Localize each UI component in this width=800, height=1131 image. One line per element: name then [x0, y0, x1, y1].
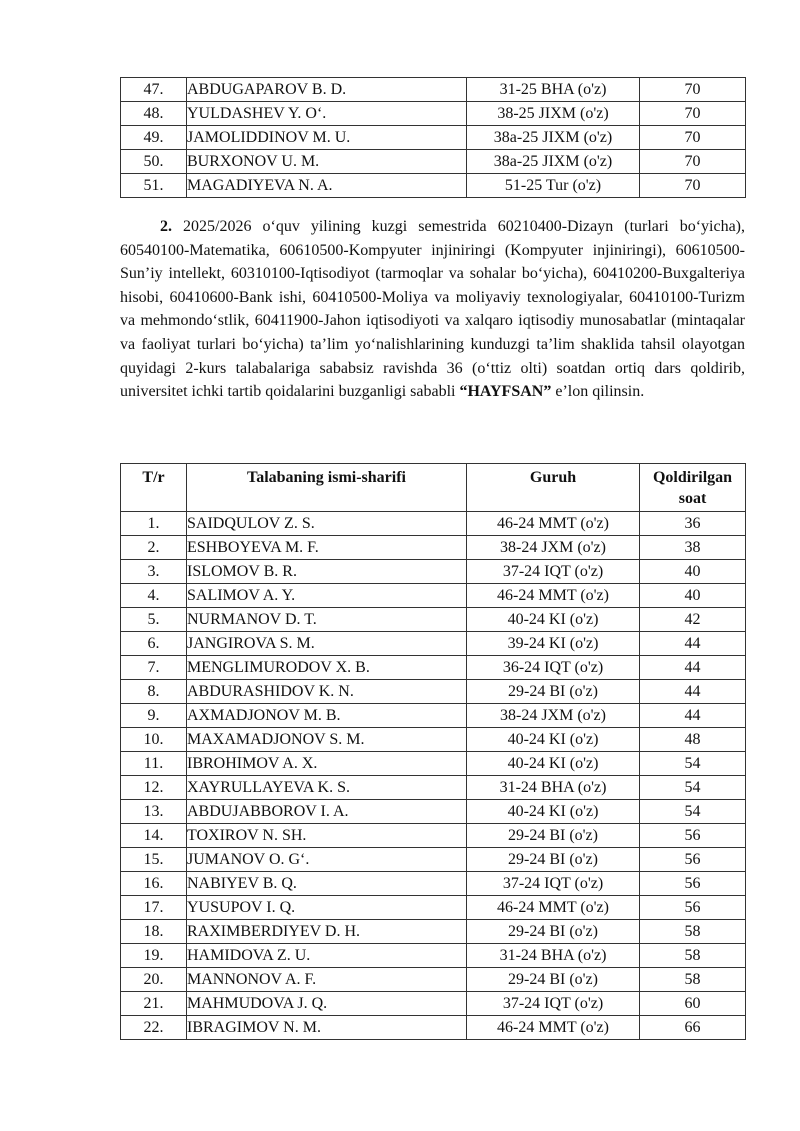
student-name: ISLOMOV B. R. [187, 560, 467, 584]
group-code: 31-25 BHA (o'z) [467, 78, 640, 102]
row-number: 10. [121, 728, 187, 752]
row-number: 11. [121, 752, 187, 776]
header-missed-hours-line1: Qoldirilgan [652, 469, 733, 486]
group-code: 46-24 MMT (o'z) [467, 896, 640, 920]
group-code: 38a-25 JIXM (o'z) [467, 150, 640, 174]
row-number: 4. [121, 584, 187, 608]
missed-hours: 58 [640, 944, 746, 968]
student-name: BURXONOV U. M. [187, 150, 467, 174]
header-student-name: Talabaning ismi-sharifi [187, 464, 467, 512]
student-name: IBROHIMOV A. X. [187, 752, 467, 776]
group-code: 46-24 MMT (o'z) [467, 1016, 640, 1040]
missed-hours: 56 [640, 896, 746, 920]
student-name: ABDUGAPAROV B. D. [187, 78, 467, 102]
table-row [121, 992, 746, 1016]
paragraph-number: 2. [160, 218, 172, 235]
previous-list-body [121, 78, 746, 198]
missed-hours: 56 [640, 872, 746, 896]
reprimand-paragraph [120, 215, 745, 404]
missed-hours: 42 [640, 608, 746, 632]
header-number: T/r [121, 464, 187, 512]
group-code: 37-24 IQT (o'z) [467, 560, 640, 584]
group-code: 46-24 MMT (o'z) [467, 512, 640, 536]
table-row [121, 752, 746, 776]
group-code: 38-24 JXM (o'z) [467, 536, 640, 560]
group-code: 29-24 BI (o'z) [467, 848, 640, 872]
table-row [121, 656, 746, 680]
row-number: 20. [121, 968, 187, 992]
row-number: 2. [121, 536, 187, 560]
paragraph-body: 2025/2026 o‘quv yilining kuzgi semestrida 60210400-Dizayn (turlari bo‘yicha), 60540100-Matematika, 60610500-Kompyuter injiniringi (Kompyuter injiniringi), 60610500-Sun’iy intellekt, 60310100-Iqtisodiyot (tarmoqlar va sohalar bo‘yicha), 60410200-Buxgalteriya hisobi, 60410600-Bank ishi, 60410500-Moliya va moliyaviy texnologiyalar, 60410100-Turizm va mehmondo‘stlik, 60411900-Jahon iqtisodiyoti va xalqaro iqtisodiy munosabatlar (mintaqalar va faoliyat turlari bo‘yicha) ta’lim yo‘nalishlarining kunduzgi ta’lim shaklida tahsil olayotgan quyidagi 2-kurs talabalariga sababsiz ravishda 36 (o‘ttiz olti) soatdan ortiq dars qoldirib, universitet ichki tartib qoidalarini buzganligi sababli [120, 218, 745, 401]
student-name: IBRAGIMOV N. M. [187, 1016, 467, 1040]
table-row [121, 968, 746, 992]
table-row [121, 800, 746, 824]
row-number: 5. [121, 608, 187, 632]
missed-hours: 44 [640, 632, 746, 656]
reprimand-emphasis: “HAYFSAN” [459, 383, 552, 401]
group-code: 36-24 IQT (o'z) [467, 656, 640, 680]
group-code: 38a-25 JIXM (o'z) [467, 126, 640, 150]
student-name: YUSUPOV I. Q. [187, 896, 467, 920]
group-code: 51-25 Tur (o'z) [467, 174, 640, 198]
student-name: NABIYEV B. Q. [187, 872, 467, 896]
missed-hours: 40 [640, 584, 746, 608]
row-number: 22. [121, 1016, 187, 1040]
row-number: 7. [121, 656, 187, 680]
row-number: 21. [121, 992, 187, 1016]
previous-list-table [120, 77, 746, 198]
missed-hours: 56 [640, 848, 746, 872]
row-number: 48. [121, 102, 187, 126]
student-name: MAHMUDOVA J. Q. [187, 992, 467, 1016]
missed-hours: 54 [640, 776, 746, 800]
student-name: ABDUJABBOROV I. A. [187, 800, 467, 824]
header-missed-hours-line2: soat [678, 490, 707, 507]
table-row [121, 920, 746, 944]
missed-hours: 70 [640, 78, 746, 102]
reprimand-students-body [121, 512, 746, 1040]
missed-hours: 54 [640, 752, 746, 776]
row-number: 6. [121, 632, 187, 656]
group-code: 46-24 MMT (o'z) [467, 584, 640, 608]
row-number: 50. [121, 150, 187, 174]
missed-hours: 44 [640, 680, 746, 704]
student-name: HAMIDOVA Z. U. [187, 944, 467, 968]
student-name: MAXAMADJONOV S. M. [187, 728, 467, 752]
missed-hours: 40 [640, 560, 746, 584]
table-row [121, 728, 746, 752]
missed-hours: 70 [640, 126, 746, 150]
row-number: 14. [121, 824, 187, 848]
row-number: 12. [121, 776, 187, 800]
row-number: 1. [121, 512, 187, 536]
student-name: SAIDQULOV Z. S. [187, 512, 467, 536]
group-code: 31-24 BHA (o'z) [467, 944, 640, 968]
student-name: AXMADJONOV M. B. [187, 704, 467, 728]
table-row [121, 680, 746, 704]
group-code: 38-24 JXM (o'z) [467, 704, 640, 728]
table-row [121, 78, 746, 102]
student-name: MAGADIYEVA N. A. [187, 174, 467, 198]
row-number: 47. [121, 78, 187, 102]
table-row [121, 102, 746, 126]
student-name: ESHBOYEVA M. F. [187, 536, 467, 560]
row-number: 8. [121, 680, 187, 704]
table-row [121, 584, 746, 608]
table-row [121, 944, 746, 968]
student-name: RAXIMBERDIYEV D. H. [187, 920, 467, 944]
row-number: 17. [121, 896, 187, 920]
missed-hours: 38 [640, 536, 746, 560]
row-number: 16. [121, 872, 187, 896]
student-name: YULDASHEV Y. O‘. [187, 102, 467, 126]
missed-hours: 66 [640, 1016, 746, 1040]
table-row [121, 174, 746, 198]
missed-hours: 70 [640, 150, 746, 174]
student-name: ABDURASHIDOV K. N. [187, 680, 467, 704]
header-group: Guruh [467, 464, 640, 512]
student-name: JAMOLIDDINOV M. U. [187, 126, 467, 150]
group-code: 29-24 BI (o'z) [467, 920, 640, 944]
student-name: XAYRULLAYEVA K. S. [187, 776, 467, 800]
missed-hours: 36 [640, 512, 746, 536]
group-code: 29-24 BI (o'z) [467, 824, 640, 848]
header-row [121, 464, 746, 512]
row-number: 3. [121, 560, 187, 584]
missed-hours: 70 [640, 102, 746, 126]
table-row [121, 872, 746, 896]
row-number: 13. [121, 800, 187, 824]
table-header [121, 464, 746, 512]
group-code: 40-24 KI (o'z) [467, 800, 640, 824]
group-code: 40-24 KI (o'z) [467, 728, 640, 752]
table-row [121, 536, 746, 560]
missed-hours: 48 [640, 728, 746, 752]
table-row [121, 776, 746, 800]
student-name: TOXIROV N. SH. [187, 824, 467, 848]
group-code: 37-24 IQT (o'z) [467, 992, 640, 1016]
group-code: 40-24 KI (o'z) [467, 608, 640, 632]
table-row [121, 608, 746, 632]
table-row [121, 560, 746, 584]
group-code: 39-24 KI (o'z) [467, 632, 640, 656]
group-code: 38-25 JIXM (o'z) [467, 102, 640, 126]
missed-hours: 60 [640, 992, 746, 1016]
paragraph-tail: e’lon qilinsin. [551, 383, 645, 401]
row-number: 49. [121, 126, 187, 150]
reprimand-students-table [120, 463, 746, 1040]
missed-hours: 54 [640, 800, 746, 824]
group-code: 29-24 BI (o'z) [467, 968, 640, 992]
student-name: JUMANOV O. G‘. [187, 848, 467, 872]
table-row [121, 704, 746, 728]
group-code: 31-24 BHA (o'z) [467, 776, 640, 800]
student-name: SALIMOV A. Y. [187, 584, 467, 608]
table-row [121, 126, 746, 150]
missed-hours: 44 [640, 704, 746, 728]
missed-hours: 70 [640, 174, 746, 198]
student-name: NURMANOV D. T. [187, 608, 467, 632]
row-number: 19. [121, 944, 187, 968]
missed-hours: 44 [640, 656, 746, 680]
table-row [121, 1016, 746, 1040]
table-row [121, 848, 746, 872]
table-row [121, 512, 746, 536]
row-number: 15. [121, 848, 187, 872]
table-row [121, 150, 746, 174]
row-number: 9. [121, 704, 187, 728]
row-number: 51. [121, 174, 187, 198]
missed-hours: 56 [640, 824, 746, 848]
group-code: 29-24 BI (o'z) [467, 680, 640, 704]
table-row [121, 824, 746, 848]
group-code: 37-24 IQT (o'z) [467, 872, 640, 896]
group-code: 40-24 KI (o'z) [467, 752, 640, 776]
table-row [121, 896, 746, 920]
row-number: 18. [121, 920, 187, 944]
student-name: MANNONOV A. F. [187, 968, 467, 992]
table-row [121, 632, 746, 656]
student-name: MENGLIMURODOV X. B. [187, 656, 467, 680]
student-name: JANGIROVA S. M. [187, 632, 467, 656]
missed-hours: 58 [640, 968, 746, 992]
header-missed-hours [640, 464, 746, 512]
missed-hours: 58 [640, 920, 746, 944]
